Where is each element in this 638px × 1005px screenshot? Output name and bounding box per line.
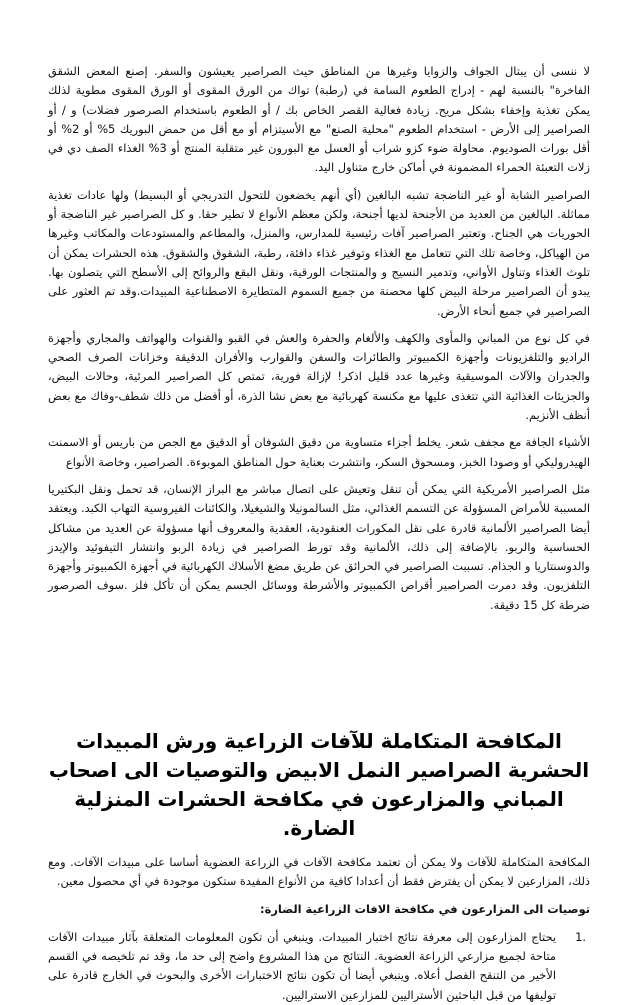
body-paragraph: مثل الصراصير الأمريكية التي يمكن أن تنقل وتعيش على اتصال مباشر مع البراز الإنسان، قد تحمل ونقل البكتيريا المسببة للأمراض المسؤولة عن التسمم الغذائي، مثل السالمونيلا والشيغيلا، والكائنات الفيروسية التهاب الكبد. ويعتقد أيضا الصراصير الألمانية قادرة على نقل المكورات العنقودية، العقدية والمعروف أنها مسؤولة عن العديد من مشاكل الحساسية والربو. بالإضافة إلى ذلك، الألمانية وقد تورط الصراصير في زيادة الربو وانتشار التيفوئيد والإيدز والدوسنتاريا و الجذام. تسببت الصراصير في الحرائق عن طريق مضغ الأسلاك الكهربائية في أجهزة الكمبيوتر وأجهزة التلفزيون. وقد دمرت الصراصير أقراص الكمبيوتر والأشرطة ووسائل الجسم يمكن أن تأكل فلز .سوف الصرصور ضرطة كل 15 دقيقة. bbox=[48, 481, 590, 612]
body-paragraph: الأشياء الجافة مع مجفف شعر. يخلط أجزاء متساوية من دقيق الشوفان أو الدقيق مع الجص من باريس أو الاسمنت الهيدروليكي أو وصودا الخبز، ومسحوق السكر، وانتشرت بعناية حول المناطق الموبوءة. الصراصير، وخاصة الأنواع bbox=[48, 435, 590, 469]
intro-paragraph: المكافحة المتكاملة للآفات ولا يمكن أن تعتمد مكافحة الآفات في الزراعة العضوية أساسا على مبيدات الآفات. ومع ذلك، المزارعين لا يمكن أن يفترض فقط أن أعدادا كافية من الأنواع المفيدة ستكون موجودة في أي محصول معين. bbox=[48, 855, 590, 889]
recommendation-text: يحتاج المزارعون إلى معرفة نتائج اختبار المبيدات. وينبغي أن تكون المعلومات المتعلقة بآثار مبيدات الآفات متاحة لجميع مزارعي الزراعة العضوية. النتائج من هذا المشروع واضح إلى حد ما، وقد تم تلخيصه في القسم الأخير من التنقح الفصل أعلاه. وينبغي أيضا أن تكون نتائج الاختبارات الأخرى والبحوث في الخارج قادرة على توليفها من قبل الباحثين الأستراليين للمزارعين الاستراليين. bbox=[48, 929, 556, 1002]
section-spacer bbox=[48, 623, 590, 727]
body-paragraph: في كل نوع من المباني والمأوى والكهف والألغام والحفرة والعش في القبو والقنوات والهواتف والمجاري وأجهزة الراديو والتلفزيونات وأجهزة الكمبيوتر والطائرات والسفن والقوارب والأفران الدقيقة وخزانات الصرف الصحي والجدران والآلات الموسيقية وغيرها عدد قليل اذكر! لإزالة فورية، تمتص كل الصراصير المرئية، وحالات البيض، والجزيئات الغذائية التي تتغذى عليها مع مكنسة كهربائية مع بعض نشا الذرة، أو أفضل من ذلك شطف-وفاك مع بعض أنظف الأنزيم. bbox=[48, 330, 590, 423]
recommendations-heading: توصيات الى المزارعون في مكافحة الافات الزراعية الضارة: bbox=[260, 901, 590, 916]
recommendation-number: 1. bbox=[575, 929, 586, 944]
body-paragraph: الصراصير الشابة أو غير الناضجة تشبه البالغين (أي أنهم يخضعون للتحول التدريجي أو البسيط) ولها عادات تغذية مماثلة. البالغين من العديد من الأجنحة لديها أجنحة، ولكن معظم الأنواع لا تطير حقا. و كل الصراصير غير الناضجة أو الحوريات هي الجناح. وتعتبر الصراصير آفات رئيسية للمدارس، والمنزل، والمطاعم والمستودعات والمكاتب وغيرها من الهياكل، وخاصة تلك التي تتعامل مع الغذاء وتوفير غذاء دافئة، رطبة، الشقوق والشقوق. هذه الحشرات يمكن أن تلوث الغذاء وتناول الأواني، وتدمير النسيج و والمنتجات الورقية، ونقل البقع والروائح إلى الأسطح التي يتصلون بها. يبدو أن الصراصير مرحلة البيض كلها محصنة من جميع السموم المتطايرة الاصطناعية المبيدات.وقد تم العثور على الصراصير في جميع أنحاء الأرض. bbox=[48, 187, 590, 318]
body-paragraph: لا ننسى أن يبتال الجواف والزوايا وغيرها من المناطق حيث الصراصير يعيشون والسفر. إصنع المعض الشقق الفاخرة" بالنسبة لهم - إدراج الطعوم السامة في (رطبة) تواك من الورق المقوى أو الورق المقوى مطوية لذلك يمكن تغذية وإخفاء بشكل مريح. زيادة فعالية القصر الخاص بك / أو الطعوم باستخدام الصرصور فضلات) و / أو الصراصير إلى الأرض - استخدام الطعوم "محلية الصنع" مع الأسيتزام أو مع أقل من حمض البوريك 5% أو 2% أو أقل بورات الصوديوم. محاولة ضوء كزو شراب أو العسل مع البورون غير متقلبة المنتج أو 3% الغذاء الصف دي في زلات التعبئة الحمراء المضمونة في أماكن خارج متناول اليد. bbox=[48, 64, 590, 175]
section-heading: المكافحة المتكاملة للآفات الزراعية ورش المبيدات الحشرية الصراصير النمل الابيض والتوصيات الى اصحاب المباني والمزارعون في مكافحة الحشرات المنزلية الضارة. bbox=[48, 729, 590, 841]
recommendation-item bbox=[48, 928, 590, 1005]
